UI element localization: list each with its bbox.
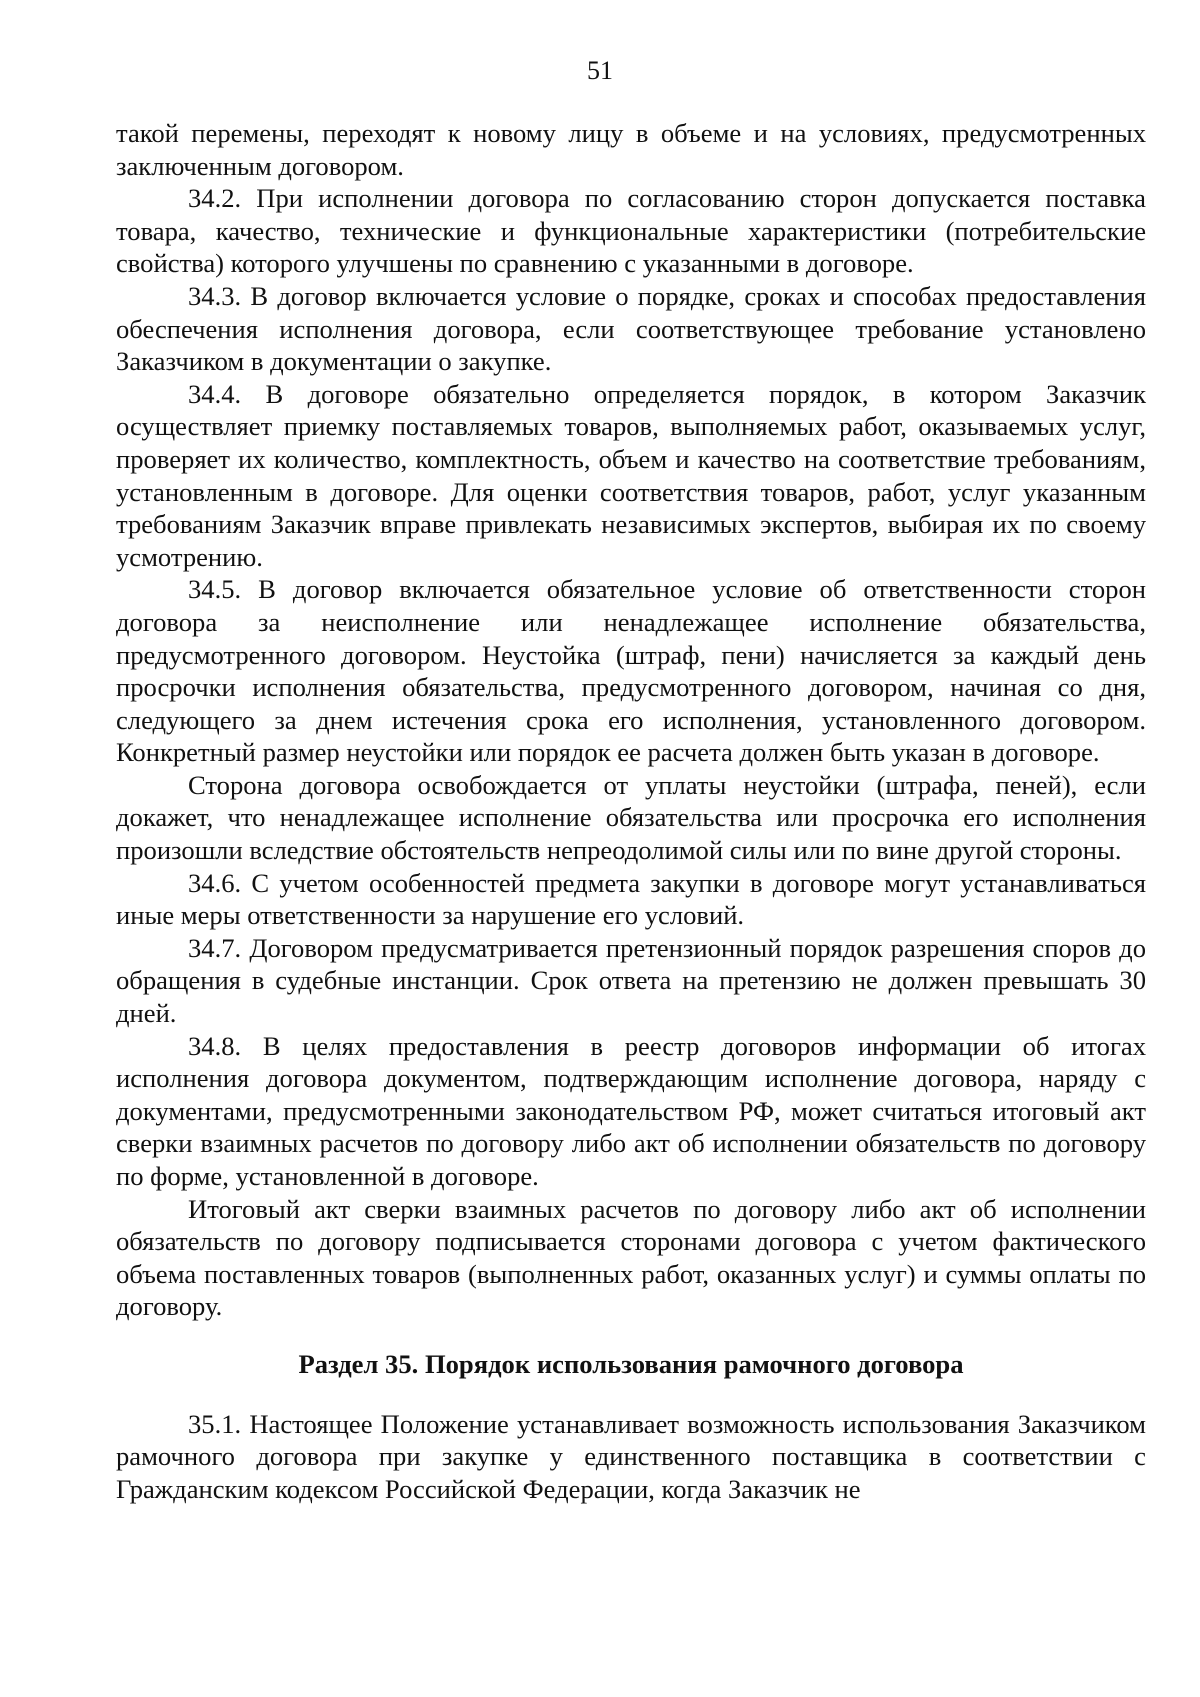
paragraph: Итоговый акт сверки взаимных расчетов по договору либо акт об исполнении обязательств по договору подписывается сторонами договора с учетом фактического объема поставленных товаров (выполненных работ, оказанных услуг) и суммы оплаты по договору. [116,1193,1146,1322]
paragraphs-before-heading [116,117,1146,1323]
document-body [116,117,1146,1505]
section-heading: Раздел 35. Порядок использования рамочного договора [298,1348,964,1379]
paragraph: 34.7. Договором предусматривается претензионный порядок разрешения споров до обращения в судебные инстанции. Срок ответа на претензию не должен превышать 30 дней. [116,932,1146,1029]
page-number: 51 [587,56,613,85]
paragraph: Сторона договора освобождается от уплаты неустойки (штрафа, пеней), если докажет, что ненадлежащее исполнение обязательства или просрочка его исполнения произошли вследствие обстоятельств непреодолимой силы или по вине другой стороны. [116,769,1146,866]
paragraph: 35.1. Настоящее Положение устанавливает возможность использования Заказчиком рамочного договора при закупке у единственного поставщика в соответствии с Гражданским кодексом Российской Федерации, когда Заказчик не [116,1408,1146,1504]
paragraph: 34.6. С учетом особенностей предмета закупки в договоре могут устанавливаться иные меры ответственности за нарушение его условий. [116,867,1146,931]
paragraph: 34.8. В целях предоставления в реестр договоров информации об итогах исполнения договора документом, подтверждающим исполнение договора, наряду с документами, предусмотренными законодательством РФ, может считаться итоговый акт сверки взаимных расчетов по договору либо акт об исполнении обязательств по договору по форме, установленной в договоре. [116,1030,1146,1191]
paragraphs-after-heading [116,1408,1146,1506]
paragraph: 34.4. В договоре обязательно определяется порядок, в котором Заказчик осуществляет приемку поставляемых товаров, выполняемых работ, оказываемых услуг, проверяет их количество, комплектность, объем и качество на соответствие требованиям, установленным в договоре. Для оценки соответствия товаров, работ, услуг указанным требованиям Заказчик вправе привлекать независимых экспертов, выбирая их по своему усмотрению. [116,378,1146,572]
paragraph: такой перемены, переходят к новому лицу в объеме и на условиях, предусмотренных заключенным договором. [116,118,1146,181]
paragraph: 34.5. В договор включается обязательное условие об ответственности сторон договора за неисполнение или ненадлежащее исполнение обязательства, предусмотренного договором. Неустойка (штраф, пени) начисляется за каждый день просрочки исполнения обязательства, предусмотренного договором, начиная со дня, следующего за днем истечения срока его исполнения, установленного договором. Конкретный размер неустойки или порядок ее расчета должен быть указан в договоре. [116,574,1146,768]
paragraph: 34.3. В договор включается условие о порядке, сроках и способах предоставления обеспечения исполнения договора, если соответствующее требование установлено Заказчиком в документации о закупке. [116,280,1146,377]
paragraph: 34.2. При исполнении договора по согласованию сторон допускается поставка товара, качество, технические и функциональные характеристики (потребительские свойства) которого улучшены по сравнению с указанными в договоре. [116,183,1146,279]
